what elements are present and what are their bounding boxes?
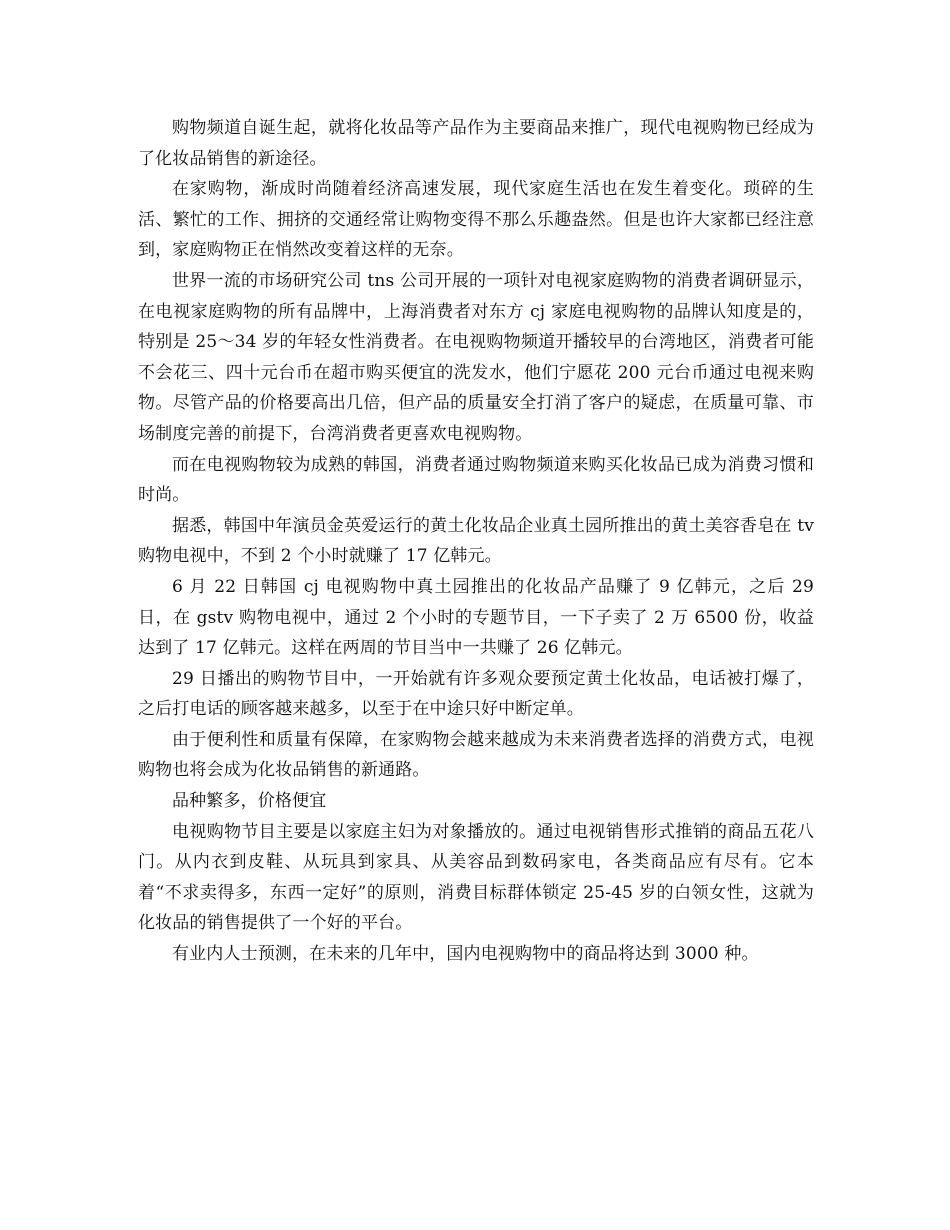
section-heading: 品种繁多，价格便宜 [172, 791, 327, 812]
document-body [138, 113, 814, 970]
paragraph-10: 有业内人士预测，在未来的几年中，国内电视购物中的商品将达到 3000 种。 [172, 944, 759, 965]
paragraph-3: 世界一流的市场研究公司 tns 公司开展的一项针对电视家庭购物的消费者调研显示，在电视家庭购物的所有品牌中，上海消费者对东方 cj 家庭电视购物的品牌认知度是的，特别是 25～34 岁的年轻女性消费者。在电视购物频道开播较早的台湾地区，消费者可能不会花三、四十元台币在超市购买便宜的洗发水，他们宁愿花 200 元台币通过电视来购物。尽管产品的价格要高出几倍，但产品的质量安全打消了客户的疑虑，在质量可靠、市场制度完善的前提下，台湾消费者更喜欢电视购物。 [138, 270, 814, 444]
paragraph-8: 由于便利性和质量有保障，在家购物会越来越成为未来消费者选择的消费方式，电视购物也将会成为化妆品销售的新通路。 [138, 729, 814, 781]
paragraph-6: 6 月 22 日韩国 cj 电视购物中真土园推出的化妆品产品赚了 9 亿韩元，之后 29 日，在 gstv 购物电视中，通过 2 个小时的专题节目，一下子卖了 2 万 6500 份，收益达到了 17 亿韩元。这样在两周的节目当中一共赚了 26 亿韩元。 [138, 576, 814, 659]
paragraph-7: 29 日播出的购物节目中，一开始就有许多观众要预定黄土化妆品，电话被打爆了，之后打电话的顾客越来越多，以至于在中途只好中断定单。 [138, 668, 814, 720]
paragraph-4: 而在电视购物较为成熟的韩国，消费者通过购物频道来购买化妆品已成为消费习惯和时尚。 [138, 454, 814, 506]
paragraph-9: 电视购物节目主要是以家庭主妇为对象播放的。通过电视销售形式推销的商品五花八门。从内衣到皮鞋、从玩具到家具、从美容品到数码家电，各类商品应有尽有。它本着“不求卖得多，东西一定好”的原则，消费目标群体锁定 25-45 岁的白领女性，这就为化妆品的销售提供了一个好的平台。 [138, 821, 814, 934]
paragraph-5: 据悉，韩国中年演员金英爱运行的黄土化妆品企业真土园所推出的黄土美容香皂在 tv 购物电视中，不到 2 个小时就赚了 17 亿韩元。 [138, 515, 814, 567]
paragraph-1: 购物频道自诞生起，就将化妆品等产品作为主要商品来推广，现代电视购物已经成为了化妆品销售的新途径。 [138, 118, 814, 169]
paragraph-2: 在家购物，渐成时尚随着经济高速发展，现代家庭生活也在发生着变化。琐碎的生活、繁忙的工作、拥挤的交通经常让购物变得不那么乐趣盎然。但是也许大家都已经注意到，家庭购物正在悄然改变着这样的无奈。 [138, 179, 814, 261]
